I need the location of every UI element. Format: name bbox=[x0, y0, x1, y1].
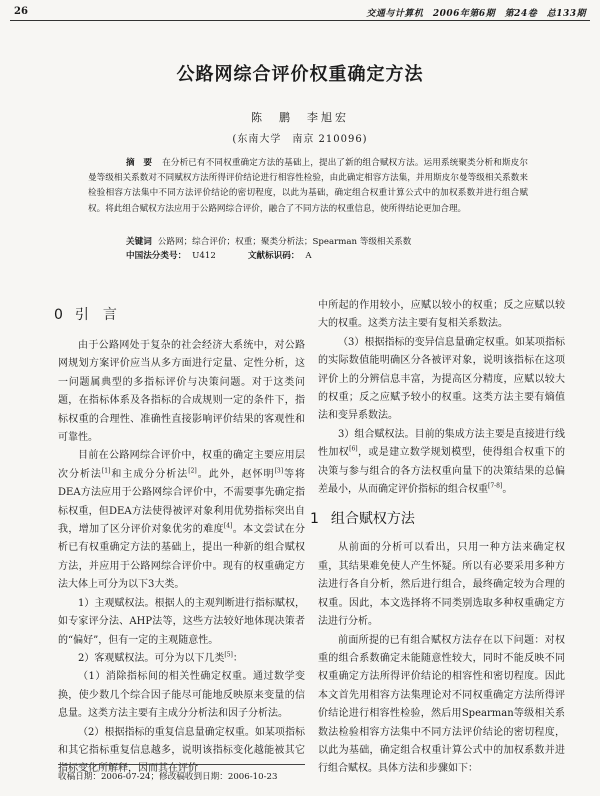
section-heading-method bbox=[310, 509, 565, 529]
abstract-label: 摘 要 bbox=[126, 158, 153, 168]
citation: [7-8] bbox=[488, 482, 503, 490]
section-heading-intro bbox=[54, 305, 305, 325]
paragraph: 中所起的作用较小，应赋以较小的权重；反之应赋以较大的权重。这类方法主要有复相关系数法。 bbox=[318, 300, 565, 330]
section-number: 0 bbox=[54, 307, 63, 323]
citation: [4] bbox=[223, 522, 233, 530]
classification bbox=[126, 249, 312, 263]
paragraph: 目前在公路网综合评价中，权重的确定主要应用层次分析法[1]和主成分分析法[2]。此外，赵怀明[3]等将DEA方法应用于公路网综合评价中，不需要事先确定指标权重，但DEA方法使得被评对象利用优势指标突出自我，增加了区分评价对象优劣的难度[4]。本文尝试在分析已有权重确定方法的基础上，提出一种新的组合赋权方法，并应用于公路网综合评价中。现有的权重确定方法大体上可分为以下3大类。 bbox=[58, 450, 306, 591]
clc-code: U412 bbox=[192, 251, 216, 261]
journal-info: 交通与计算机 2006年第6期 第24卷 总133期 bbox=[366, 9, 586, 19]
abstract bbox=[88, 156, 528, 217]
paragraph: 前面所提的已有组合赋权方法存在以下问题：对权重的组合系数确定未能随意性较大，同时不能反映不同权重确定方法所得评价结论的相容性和密切程度。因此本文首先用相容方法集理论对不同权重确定方法所得评价结论进行相容性检验，然后用Spearman等级相关系数法检验相容方法集中不同方法评价结论的密切程度，以此为基础，确定组合权重计算公式中的加权系数并进行组合赋权。具体方法和步骤如下： bbox=[318, 634, 565, 775]
keywords bbox=[126, 235, 536, 249]
paragraph: 1）主观赋权法。根据人的主观判断进行指标赋权，如专家评分法、AHP法等，这些方法较好地体现决策者的“偏好”，但有一定的主观随意性。 bbox=[58, 597, 305, 646]
section-number: 1 bbox=[310, 511, 319, 528]
header-rule bbox=[10, 20, 590, 21]
page-number: 26 bbox=[14, 6, 28, 17]
citation: [6] bbox=[349, 445, 358, 453]
doc-code: A bbox=[305, 251, 312, 261]
citation: [3] bbox=[274, 467, 284, 475]
footnote-received-date: 收稿日期：2006-07-24；修改稿收到日期：2006-10-23 bbox=[58, 764, 305, 782]
clc-label: 中国法分类号： bbox=[126, 251, 187, 261]
keywords-text: 公路网；综合评价；权重；聚类分析法；Spearman 等级相关系数 bbox=[157, 237, 412, 247]
authors: 陈 鹏 李旭宏 bbox=[251, 111, 349, 124]
paper-title: 公路网综合评价权重确定方法 bbox=[176, 64, 424, 85]
section-title: 引 言 bbox=[74, 307, 117, 323]
citation: [2] bbox=[188, 467, 197, 475]
paragraph: （1）消除指标间的相关性确定权重。通过数学变换，使少数几个综合因子能尽可能地反映原来变量的信息量。这类方法主要有主成分分析法和因子分析法。 bbox=[58, 671, 305, 720]
affiliation: (东南大学 南京 210096) bbox=[232, 134, 368, 145]
paragraph: 2）客观赋权法。可分为以下几类[5]： bbox=[78, 651, 243, 664]
keywords-label: 关键词 bbox=[126, 237, 152, 247]
abstract-text: 在分析已有不同权重确定方法的基础上，提出了新的组合赋权方法。运用系统聚类分析和斯皮尔曼等级相关系数对不同赋权方法所得评价结论进行相容性检验，由此确定相容方法集，并用斯皮尔曼等级相关系数来检验相容方法集中不同方法评价结论的密切程度，以此为基础，确定组合权重计算公式中的加权系数并进行组合赋权。将此组合赋权方法应用于公路网综合评价，融合了不同方法的权重信息，使所得结论更加合理。 bbox=[88, 158, 528, 214]
running-header bbox=[0, 0, 600, 22]
citation: [5] bbox=[224, 651, 233, 659]
paragraph: （3）根据指标的变异信息量确定权重。如某项指标的实际数值能明确区分各被评对象，说明该指标在这项评价上的分辨信息丰富，为提高区分精度，应赋以较大的权重；反之应赋予较小的权重。这类方法主要有熵值法和变异系数法。 bbox=[318, 336, 565, 422]
paragraph: 从前面的分析可以看出，只用一种方法来确定权重，其结果难免使人产生怀疑。所以有必要采用多种方法进行各自分析，然后进行组合，最终确定较为合理的权重。因此，本文选择将不同类别选取多种权重确定方法进行分析。 bbox=[318, 542, 565, 628]
right-column bbox=[310, 297, 566, 779]
paragraph: 由于公路网处于复杂的社会经济大系统中，对公路网规划方案评价应当从多方面进行定量、定性分析，这一问题属典型的多指标评价与决策问题。对于这类问题，在指标体系及各指标的合成规则一定的条件下，指标权重的合理性、准确性直接影响评价结果的客观性和可靠性。 bbox=[58, 340, 305, 444]
section-title: 组合赋权方法 bbox=[330, 511, 415, 528]
paragraph: 3）组合赋权法。目前的集成方法主要是直接进行线性加权[6]，或是建立数学规划模型，使得组合权重下的决策与参与组合的各方法权重向量下的决策结果的总偏差最小，从而确定评价指标的组合权重[7-8]。 bbox=[318, 428, 566, 496]
doc-code-label: 文献标识码： bbox=[247, 251, 300, 261]
paragraph: （2）根据指标的重复信息量确定权重。如某项指标和其它指标重复信息越多，说明该指标变化越能被其它指标变化所解释，因而其在评价 bbox=[58, 726, 305, 775]
left-column bbox=[54, 305, 306, 779]
citation: [1] bbox=[101, 467, 111, 475]
